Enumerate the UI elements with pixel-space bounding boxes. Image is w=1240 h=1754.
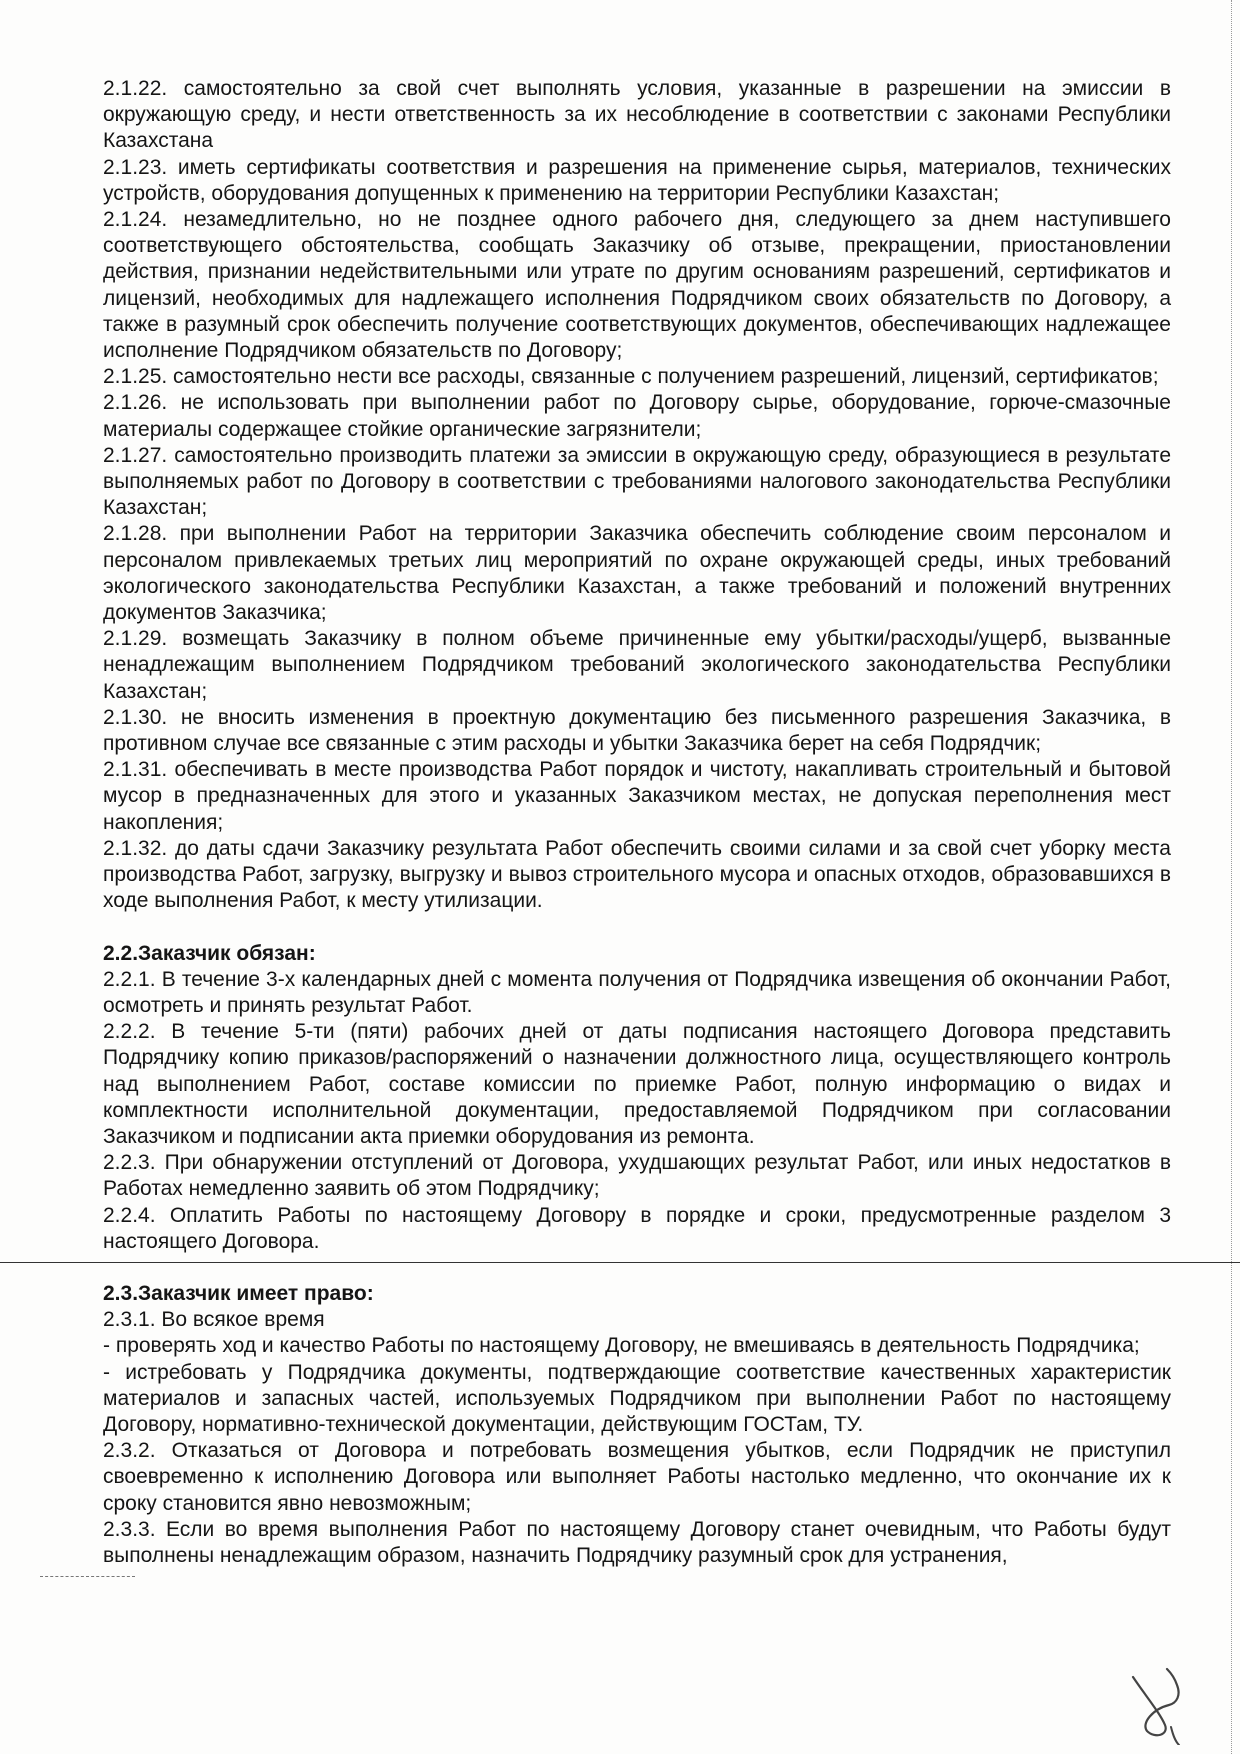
clause-2-1-30: 2.1.30. не вносить изменения в проектную документацию без письменного разрешения Заказчика, в противном случае все связанные с этим расходы и убытки Заказчика берет на себя Подрядчик; [103, 705, 1171, 756]
clause-2-1-27: 2.1.27. самостоятельно производить платежи за эмиссии в окружающую среду, образующиеся в результате выполняемых работ по Договору в соответствии с требованиями налогового законодательства Республики Казахстан; [103, 443, 1171, 520]
clause-2-2-3: 2.2.3. При обнаружении отступлений от Договора, ухудшающих результат Работ, или иных недостатков в Работах немедленно заявить об этом Подрядчику; [103, 1151, 1171, 1201]
clause-2-1-23: 2.1.23. иметь сертификаты соответствия и разрешения на применение сырья, материалов, технических устройств, оборудования допущенных к применению на территории Республики Казахстан; [103, 155, 1171, 205]
clause-2-3-2: 2.3.2. Отказаться от Договора и потребовать возмещения убытков, если Подрядчик не приступил своевременно к исполнению Договора или выполняет Работы настолько медленно, что окончание их к сроку становится явно невозможным; [103, 1439, 1171, 1515]
section-gap [103, 915, 1171, 941]
signature-mark [1125, 1665, 1195, 1745]
section-gap [103, 1255, 1171, 1281]
section-heading-2-2: 2.2.Заказчик обязан: [103, 941, 316, 965]
section-heading-2-3: 2.3.Заказчик имеет право: [103, 1281, 374, 1305]
clause-2-1-32: 2.1.32. до даты сдачи Заказчику результата Работ обеспечить своими силами и за свой счет уборку места производства Работ, загрузку, выгрузку и вывоз строительного мусора и опасных отходов, образовавшихся в ходе выполнения Работ, к месту утилизации. [103, 836, 1171, 913]
clause-2-1-25: 2.1.25. самостоятельно нести все расходы, связанные с получением разрешений, лицензий, сертификатов; [103, 365, 1159, 389]
clause-2-1-31: 2.1.31. обеспечивать в месте производства Работ порядок и чистоту, накапливать строительный и бытовой мусор в предназначенных для этого и указанных Заказчиком местах, не допуская переполнения мест накопления; [103, 758, 1171, 834]
clause-2-2-4: 2.2.4. Оплатить Работы по настоящему Договору в порядке и сроки, предусмотренные разделом 3 настоящего Договора. [103, 1203, 1171, 1253]
clause-2-1-24: 2.1.24. незамедлительно, но не позднее одного рабочего дня, следующего за днем наступившего соответствующего обстоятельства, сообщать Заказчику об отзыве, прекращении, приостановлении действия, признании недействительными или утрате по другим основаниям разрешений, сертификатов и лицензий, необходимых для надлежащего исполнения Подрядчиком своих обязательств по Договору, а также в разумный срок обеспечить получение соответствующих документов, обеспечивающих надлежащее исполнение Подрядчиком обязательств по Договору; [103, 208, 1171, 363]
scan-line-artifact [0, 1262, 1240, 1263]
clause-2-2-2: 2.2.2. В течение 5-ти (пяти) рабочих дней от даты подписания настоящего Договора представить Подрядчику копию приказов/распоряжений о назначении должностного лица, осуществляющего контроль над выполнением Работ, составе комиссии по приемке Работ, полную информацию о видах и комплектности исполнительной документации, предоставляемой Подрядчиком при согласовании Заказчиком и подписании акта приемки оборудования из ремонта. [103, 1020, 1171, 1148]
clause-2-1-26: 2.1.26. не использовать при выполнении работ по Договору сырье, оборудование, горюче-смазочные материалы содержащее стойкие органические загрязнители; [103, 391, 1171, 441]
clause-2-1-29: 2.1.29. возмещать Заказчику в полном объеме причиненные ему убытки/расходы/ущерб, вызванные ненадлежащим выполнением Подрядчиком требований экологического законодательства Республики Казахстан; [103, 627, 1171, 703]
clause-2-2-1: 2.2.1. В течение 3-х календарных дней с момента получения от Подрядчика извещения об окончании Работ, осмотреть и принять результат Работ. [103, 967, 1171, 1017]
scan-edge [1231, 0, 1232, 1754]
clause-2-3-3: 2.3.3. Если во время выполнения Работ по настоящему Договору станет очевидным, что Работы будут выполнены ненадлежащим образом, назначить Подрядчику разумный срок для устранения, [103, 1517, 1171, 1567]
scan-dash-artifact [40, 1576, 135, 1577]
clause-2-3-1-item-1: - проверять ход и качество Работы по настоящему Договору, не вмешиваясь в деятельность Подрядчика; [103, 1334, 1140, 1358]
clause-2-3-1-item-2: - истребовать у Подрядчика документы, подтверждающие соответствие качественных характеристик материалов и запасных частей, используемых Подрядчиком при выполнении Работ по настоящему Договору, нормативно-технической документации, действующим ГОСТам, ТУ. [103, 1360, 1171, 1436]
clause-2-3-1: 2.3.1. Во всякое время [103, 1308, 325, 1332]
document-body [103, 76, 1171, 1569]
clause-2-1-28: 2.1.28. при выполнении Работ на территории Заказчика обеспечить соблюдение своим персоналом и персоналом привлекаемых третьих лиц мероприятий по охране окружающей среды, иных требований экологического законодательства Республики Казахстан, а также требований и положений внутренних документов Заказчика; [103, 522, 1171, 625]
clause-2-1-22: 2.1.22. самостоятельно за свой счет выполнять условия, указанные в разрешении на эмиссии в окружающую среду, и нести ответственность за их несоблюдение в соответствии с законами Республики Казахстана [103, 77, 1171, 153]
